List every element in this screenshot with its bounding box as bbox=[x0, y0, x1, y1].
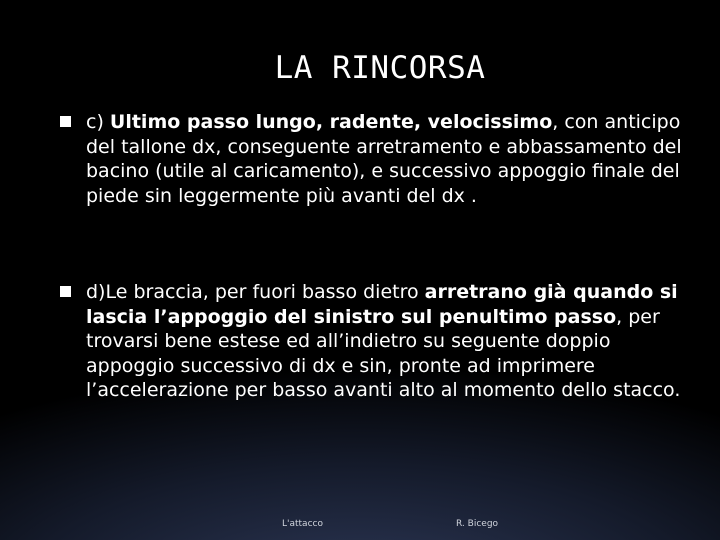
bullet-d-prefix: d)Le braccia, per fuori basso dietro bbox=[86, 281, 425, 303]
square-bullet-icon bbox=[60, 116, 71, 127]
slide-title: LA RINCORSA bbox=[274, 50, 486, 86]
bullet-d-rest: , per trovarsi bene estese ed all’indietro su seguente doppio appoggio successivo di dx e sin, pronte ad imprimere l’accelerazione per basso avanti alto al momento dello stacco. bbox=[86, 305, 681, 401]
bullet-c-rest: , con anticipo del tallone dx, conseguente arretramento e abbassamento del bacino (utile al caricamento), e successivo appoggio finale del piede sin leggermente più avanti del dx . bbox=[86, 111, 682, 207]
bullet-item-c bbox=[86, 110, 686, 208]
footer-right-label: R. Bicego bbox=[456, 519, 499, 529]
bullet-c-prefix: c) bbox=[86, 111, 110, 133]
bullet-c-text bbox=[86, 111, 682, 207]
square-bullet-icon bbox=[60, 286, 71, 297]
bullet-d-bold: arretrano già quando si lascia l’appoggio del sinistro sul penultimo passo bbox=[86, 281, 678, 328]
footer-left-label: L'attacco bbox=[282, 519, 323, 529]
bullet-d-text bbox=[86, 281, 680, 401]
bullet-item-d bbox=[86, 280, 686, 403]
bullet-c-bold: Ultimo passo lungo, radente, velocissimo bbox=[109, 111, 553, 133]
